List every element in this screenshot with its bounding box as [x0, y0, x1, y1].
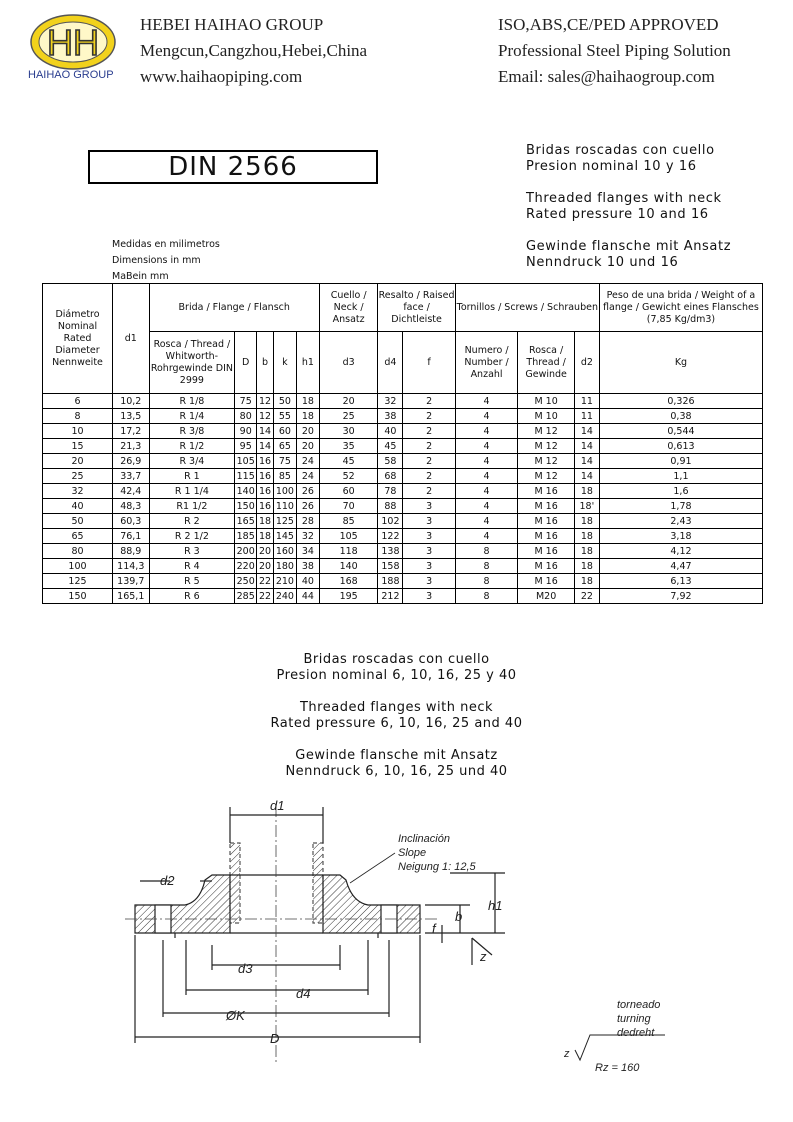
- table-cell: R 1/8: [149, 394, 235, 409]
- table-cell: 14: [574, 439, 599, 454]
- table-cell: M 16: [518, 529, 574, 544]
- label-d4: d4: [296, 986, 311, 1001]
- table-cell: 25: [319, 409, 378, 424]
- logo-letters: HH: [47, 22, 99, 63]
- table-cell: 3: [403, 544, 455, 559]
- table-cell: 140: [319, 559, 378, 574]
- table-cell: 165,1: [113, 589, 150, 604]
- desc-es-line2: Presion nominal 10 y 16: [526, 159, 697, 174]
- tagline-text: Professional Steel Piping Solution: [498, 41, 731, 60]
- header-b: b: [257, 332, 274, 394]
- table-row: [43, 514, 763, 529]
- table-cell: 78: [378, 484, 403, 499]
- table-cell: 25: [43, 469, 113, 484]
- units-de: MaBein mm: [112, 271, 169, 282]
- table-cell: 24: [296, 454, 319, 469]
- header-nominal: Diámetro Nominal Rated Diameter Nennweite: [43, 284, 113, 394]
- table-cell: 12: [257, 409, 274, 424]
- table-cell: R 4: [149, 559, 235, 574]
- table-cell: 20: [43, 454, 113, 469]
- table-cell: M 16: [518, 514, 574, 529]
- flange-drawing: [120, 795, 680, 1085]
- table-cell: 20: [257, 544, 274, 559]
- pipe-wall-left: [230, 843, 240, 923]
- desc2-es-line2: Presion nominal 6, 10, 16, 25 y 40: [276, 668, 517, 683]
- table-cell: 32: [296, 529, 319, 544]
- turning-en: turning: [617, 1013, 651, 1025]
- table-cell: 85: [319, 514, 378, 529]
- table-cell: 40: [43, 499, 113, 514]
- table-cell: 20: [296, 439, 319, 454]
- table-cell: 4: [455, 424, 518, 439]
- table-cell: M 16: [518, 559, 574, 574]
- table-cell: 3: [403, 574, 455, 589]
- table-cell: 20: [319, 394, 378, 409]
- table-cell: 16: [257, 484, 274, 499]
- units-note: [112, 237, 220, 285]
- slope-es: Inclinación: [398, 833, 450, 845]
- table-cell: 35: [319, 439, 378, 454]
- table-cell: 168: [319, 574, 378, 589]
- table-cell: 50: [43, 514, 113, 529]
- table-cell: 0,38: [599, 409, 762, 424]
- finish-value: Rz = 160: [595, 1062, 640, 1074]
- header-h1: h1: [296, 332, 319, 394]
- table-cell: R 1/2: [149, 439, 235, 454]
- table-cell: 7,92: [599, 589, 762, 604]
- label-b: b: [455, 909, 463, 924]
- table-cell: 100: [273, 484, 296, 499]
- table-cell: 13,5: [113, 409, 150, 424]
- table-cell: 52: [319, 469, 378, 484]
- table-cell: 4: [455, 394, 518, 409]
- table-cell: 4: [455, 409, 518, 424]
- table-cell: 210: [273, 574, 296, 589]
- table-cell: 3: [403, 529, 455, 544]
- table-cell: 14: [574, 469, 599, 484]
- table-cell: 26,9: [113, 454, 150, 469]
- label-d3: d3: [238, 961, 253, 976]
- table-cell: 8: [455, 574, 518, 589]
- table-cell: 33,7: [113, 469, 150, 484]
- table-cell: 32: [43, 484, 113, 499]
- table-cell: 14: [574, 424, 599, 439]
- table-row: [43, 544, 763, 559]
- table-cell: R 2 1/2: [149, 529, 235, 544]
- table-cell: 4: [455, 469, 518, 484]
- table-cell: 122: [378, 529, 403, 544]
- table-cell: 3: [403, 589, 455, 604]
- table-cell: 11: [574, 409, 599, 424]
- description-block: [526, 143, 731, 287]
- table-cell: 42,4: [113, 484, 150, 499]
- table-cell: 24: [296, 469, 319, 484]
- table-cell: 4: [455, 499, 518, 514]
- table-cell: 18: [574, 529, 599, 544]
- table-cell: 115: [236, 470, 255, 482]
- desc2-es-line1: Bridas roscadas con cuello: [303, 652, 490, 667]
- table-row: [43, 454, 763, 469]
- table-cell: 3: [403, 514, 455, 529]
- table-cell: 90: [235, 424, 257, 439]
- table-cell: 32: [378, 394, 403, 409]
- label-K: ØK: [226, 1008, 245, 1023]
- table-row: [43, 424, 763, 439]
- header-d4: d4: [378, 332, 403, 394]
- header-flange: Brida / Flange / Flansch: [149, 284, 319, 332]
- desc-de-line1: Gewinde flansche mit Ansatz: [526, 239, 732, 254]
- table-cell: 8: [43, 409, 113, 424]
- table-cell: 22: [574, 589, 599, 604]
- table-cell: 88,9: [113, 544, 150, 559]
- table-cell: 3,18: [599, 529, 762, 544]
- desc-de-line2: Nenndruck 10 und 16: [526, 255, 679, 270]
- label-D: D: [270, 1031, 280, 1046]
- company-info: [140, 12, 367, 90]
- header-d3: d3: [319, 332, 378, 394]
- table-cell: M 16: [518, 574, 574, 589]
- table-cell: 28: [296, 514, 319, 529]
- table-cell: R 3/4: [149, 454, 235, 469]
- table-cell: 4,47: [599, 559, 762, 574]
- table-cell: 188: [378, 574, 403, 589]
- table-row: [43, 529, 763, 544]
- table-cell: M 12: [518, 469, 574, 484]
- table-cell: M 10: [518, 394, 574, 409]
- table-row: [43, 574, 763, 589]
- standard-title: DIN 2566: [88, 150, 378, 184]
- table-cell: 12: [257, 394, 274, 409]
- desc2-en-line2: Rated pressure 6, 10, 16, 25 and 40: [270, 716, 523, 731]
- table-cell: 60: [319, 484, 378, 499]
- table-cell: 6: [43, 394, 113, 409]
- desc-es-line1: Bridas roscadas con cuello: [526, 143, 715, 158]
- label-f: f: [432, 921, 436, 936]
- table-cell: 10: [43, 424, 113, 439]
- desc2-de-line2: Nenndruck 6, 10, 16, 25 und 40: [285, 764, 508, 779]
- table-row: [43, 559, 763, 574]
- table-cell: 10,2: [113, 394, 150, 409]
- table-cell: 76,1: [113, 529, 150, 544]
- units-en: Dimensions in mm: [112, 255, 201, 266]
- table-cell: 139,7: [113, 574, 150, 589]
- dimensions-table: [42, 283, 763, 604]
- table-cell: R 3/8: [149, 424, 235, 439]
- description2-block: [0, 652, 793, 796]
- table-cell: 2: [403, 469, 455, 484]
- header-raised-face: Resalto / Raised face / Dichtleiste: [378, 284, 455, 332]
- table-cell: 105: [319, 529, 378, 544]
- table-cell: 75: [273, 454, 296, 469]
- table-cell: 20: [296, 424, 319, 439]
- table-cell: 114,3: [113, 559, 150, 574]
- table-cell: 140: [236, 485, 255, 497]
- table-cell: 88: [378, 499, 403, 514]
- table-cell: M 12: [518, 454, 574, 469]
- table-cell: 45: [319, 454, 378, 469]
- table-cell: 58: [378, 454, 403, 469]
- table-cell: 14: [257, 439, 274, 454]
- slope-de: Neigung 1: 12,5: [398, 861, 476, 873]
- dimensions-table-body: [43, 394, 763, 604]
- table-cell: 3: [403, 559, 455, 574]
- table-cell: 17,2: [113, 424, 150, 439]
- table-cell: M 16: [518, 484, 574, 499]
- table-cell: 250: [236, 575, 255, 587]
- header-neck: Cuello / Neck / Ansatz: [319, 284, 378, 332]
- table-cell: 80: [43, 544, 113, 559]
- header-d2: d2: [574, 332, 599, 394]
- table-cell: 0,326: [599, 394, 762, 409]
- table-cell: 2: [403, 454, 455, 469]
- table-cell: 22: [257, 589, 274, 604]
- table-cell: 6,13: [599, 574, 762, 589]
- table-cell: M 10: [518, 409, 574, 424]
- pipe-wall-right: [313, 843, 323, 923]
- table-cell: 240: [273, 589, 296, 604]
- label-h1: h1: [488, 898, 503, 913]
- table-cell: 18: [574, 559, 599, 574]
- table-cell: 70: [319, 499, 378, 514]
- table-cell: 65: [43, 529, 113, 544]
- header-k: k: [273, 332, 296, 394]
- header-number: Numero / Number / Anzahl: [455, 332, 518, 394]
- finish-z: z: [564, 1048, 570, 1060]
- table-cell: 26: [296, 484, 319, 499]
- units-es: Medidas en milimetros: [112, 239, 220, 250]
- table-row: [43, 394, 763, 409]
- table-cell: 150: [236, 500, 255, 512]
- table-cell: 180: [273, 559, 296, 574]
- label-d2: d2: [160, 873, 175, 888]
- header-d1: d1: [113, 284, 150, 394]
- table-cell: 0,544: [599, 424, 762, 439]
- slope-en: Slope: [398, 847, 427, 859]
- table-cell: 45: [378, 439, 403, 454]
- table-cell: 55: [273, 409, 296, 424]
- label-z: z: [480, 949, 487, 964]
- table-cell: 18: [257, 529, 274, 544]
- table-cell: 40: [296, 574, 319, 589]
- table-cell: 16: [257, 469, 274, 484]
- turning-de: dedreht: [617, 1027, 655, 1039]
- table-cell: 18: [574, 484, 599, 499]
- table-cell: M20: [518, 589, 574, 604]
- table-cell: 4,12: [599, 544, 762, 559]
- table-cell: 110: [273, 499, 296, 514]
- table-cell: 105: [236, 455, 255, 467]
- table-cell: 21,3: [113, 439, 150, 454]
- logo-caption: HAIHAO GROUP: [28, 69, 114, 81]
- table-cell: 125: [43, 574, 113, 589]
- table-cell: M 12: [518, 424, 574, 439]
- table-cell: 2,43: [599, 514, 762, 529]
- table-cell: 18: [574, 574, 599, 589]
- table-cell: 195: [319, 589, 378, 604]
- table-cell: 1,78: [599, 499, 762, 514]
- table-cell: 145: [273, 529, 296, 544]
- header-thread: Rosca / Thread / Whitworth-Rohrgewinde DIN 2999: [149, 332, 235, 394]
- table-cell: 118: [319, 544, 378, 559]
- table-cell: 285: [236, 590, 255, 602]
- table-cell: R 5: [149, 574, 235, 589]
- table-cell: 8: [455, 544, 518, 559]
- table-cell: 125: [273, 514, 296, 529]
- table-cell: R1 1/2: [149, 499, 235, 514]
- table-cell: R 3: [149, 544, 235, 559]
- company-email[interactable]: Email: sales@haihaogroup.com: [498, 67, 715, 86]
- header-f: f: [403, 332, 455, 394]
- table-cell: R 1 1/4: [149, 484, 235, 499]
- desc2-en-line1: Threaded flanges with neck: [299, 700, 493, 715]
- table-cell: 38: [378, 409, 403, 424]
- table-cell: 75: [235, 394, 257, 409]
- label-d1: d1: [270, 798, 285, 813]
- table-cell: 18: [574, 514, 599, 529]
- table-cell: 50: [273, 394, 296, 409]
- table-cell: 160: [273, 544, 296, 559]
- table-cell: 4: [455, 439, 518, 454]
- table-cell: 2: [403, 484, 455, 499]
- table-cell: 18: [574, 544, 599, 559]
- table-cell: 38: [296, 559, 319, 574]
- table-cell: 0,91: [599, 454, 762, 469]
- table-cell: 85: [273, 469, 296, 484]
- table-cell: 22: [257, 574, 274, 589]
- header-bolts: Tornillos / Screws / Schrauben: [455, 284, 599, 332]
- table-cell: 60,3: [113, 514, 150, 529]
- table-cell: 40: [378, 424, 403, 439]
- table-cell: 15: [43, 439, 113, 454]
- table-cell: 158: [378, 559, 403, 574]
- table-cell: R 2: [149, 514, 235, 529]
- table-cell: 18: [296, 394, 319, 409]
- header-bolt-thread: Rosca / Thread / Gewinde: [518, 332, 574, 394]
- table-cell: M 16: [518, 544, 574, 559]
- flange-right-half: [323, 875, 420, 933]
- approvals-text: ISO,ABS,CE/PED APPROVED: [498, 15, 719, 34]
- table-cell: 4: [455, 514, 518, 529]
- table-cell: M 12: [518, 439, 574, 454]
- table-cell: 60: [273, 424, 296, 439]
- table-cell: 14: [257, 424, 274, 439]
- table-cell: 220: [236, 560, 255, 572]
- table-cell: 0,613: [599, 439, 762, 454]
- table-cell: 4: [455, 484, 518, 499]
- table-cell: 11: [574, 394, 599, 409]
- table-cell: 138: [378, 544, 403, 559]
- table-row: [43, 409, 763, 424]
- table-cell: 16: [257, 499, 274, 514]
- table-cell: 16: [257, 454, 274, 469]
- table-cell: 20: [257, 559, 274, 574]
- table-cell: 2: [403, 439, 455, 454]
- table-cell: R 1/4: [149, 409, 235, 424]
- table-cell: 4: [455, 454, 518, 469]
- table-cell: 2: [403, 409, 455, 424]
- table-cell: 200: [236, 545, 255, 557]
- flange-left-half: [135, 875, 230, 933]
- table-cell: 100: [43, 559, 113, 574]
- table-cell: 1,1: [599, 469, 762, 484]
- company-address: Mengcun,Cangzhou,Hebei,China: [140, 41, 368, 60]
- table-row: [43, 484, 763, 499]
- header-weight: Peso de una brida / Weight of a flange / Gewicht eines Flansches (7,85 Kg/dm3): [599, 284, 762, 332]
- company-website[interactable]: www.haihaopiping.com: [140, 67, 303, 86]
- company-certification: [498, 12, 731, 90]
- table-cell: 68: [378, 469, 403, 484]
- table-cell: 212: [378, 589, 403, 604]
- table-cell: 95: [235, 439, 257, 454]
- table-cell: 18: [296, 409, 319, 424]
- table-cell: 2: [403, 394, 455, 409]
- company-name: HEBEI HAIHAO GROUP: [140, 15, 324, 34]
- table-cell: 8: [455, 559, 518, 574]
- table-cell: 18': [574, 499, 599, 514]
- table-cell: 34: [296, 544, 319, 559]
- table-cell: 102: [378, 514, 403, 529]
- turning-es: torneado: [617, 999, 661, 1011]
- table-row: [43, 439, 763, 454]
- table-cell: 150: [43, 589, 113, 604]
- table-cell: R 6: [149, 589, 235, 604]
- table-cell: M 16: [518, 499, 574, 514]
- desc-en-line2: Rated pressure 10 and 16: [526, 207, 709, 222]
- table-cell: R 1: [149, 469, 235, 484]
- table-cell: 18: [257, 514, 274, 529]
- header-kg: Kg: [599, 332, 762, 394]
- table-cell: 14: [574, 454, 599, 469]
- table-cell: 44: [296, 589, 319, 604]
- table-cell: 4: [455, 529, 518, 544]
- table-cell: 80: [235, 409, 257, 424]
- desc-en-line1: Threaded flanges with neck: [526, 191, 722, 206]
- table-cell: 48,3: [113, 499, 150, 514]
- table-cell: 3: [403, 499, 455, 514]
- table-cell: 1,6: [599, 484, 762, 499]
- table-cell: 8: [455, 589, 518, 604]
- table-cell: 30: [319, 424, 378, 439]
- table-cell: 26: [296, 499, 319, 514]
- table-cell: 65: [273, 439, 296, 454]
- table-cell: 185: [236, 530, 255, 542]
- table-cell: 2: [403, 424, 455, 439]
- header-D: D: [235, 332, 257, 394]
- table-cell: 165: [236, 515, 255, 527]
- table-row: [43, 469, 763, 484]
- desc2-de-line1: Gewinde flansche mit Ansatz: [295, 748, 498, 763]
- table-row: [43, 589, 763, 604]
- table-row: [43, 499, 763, 514]
